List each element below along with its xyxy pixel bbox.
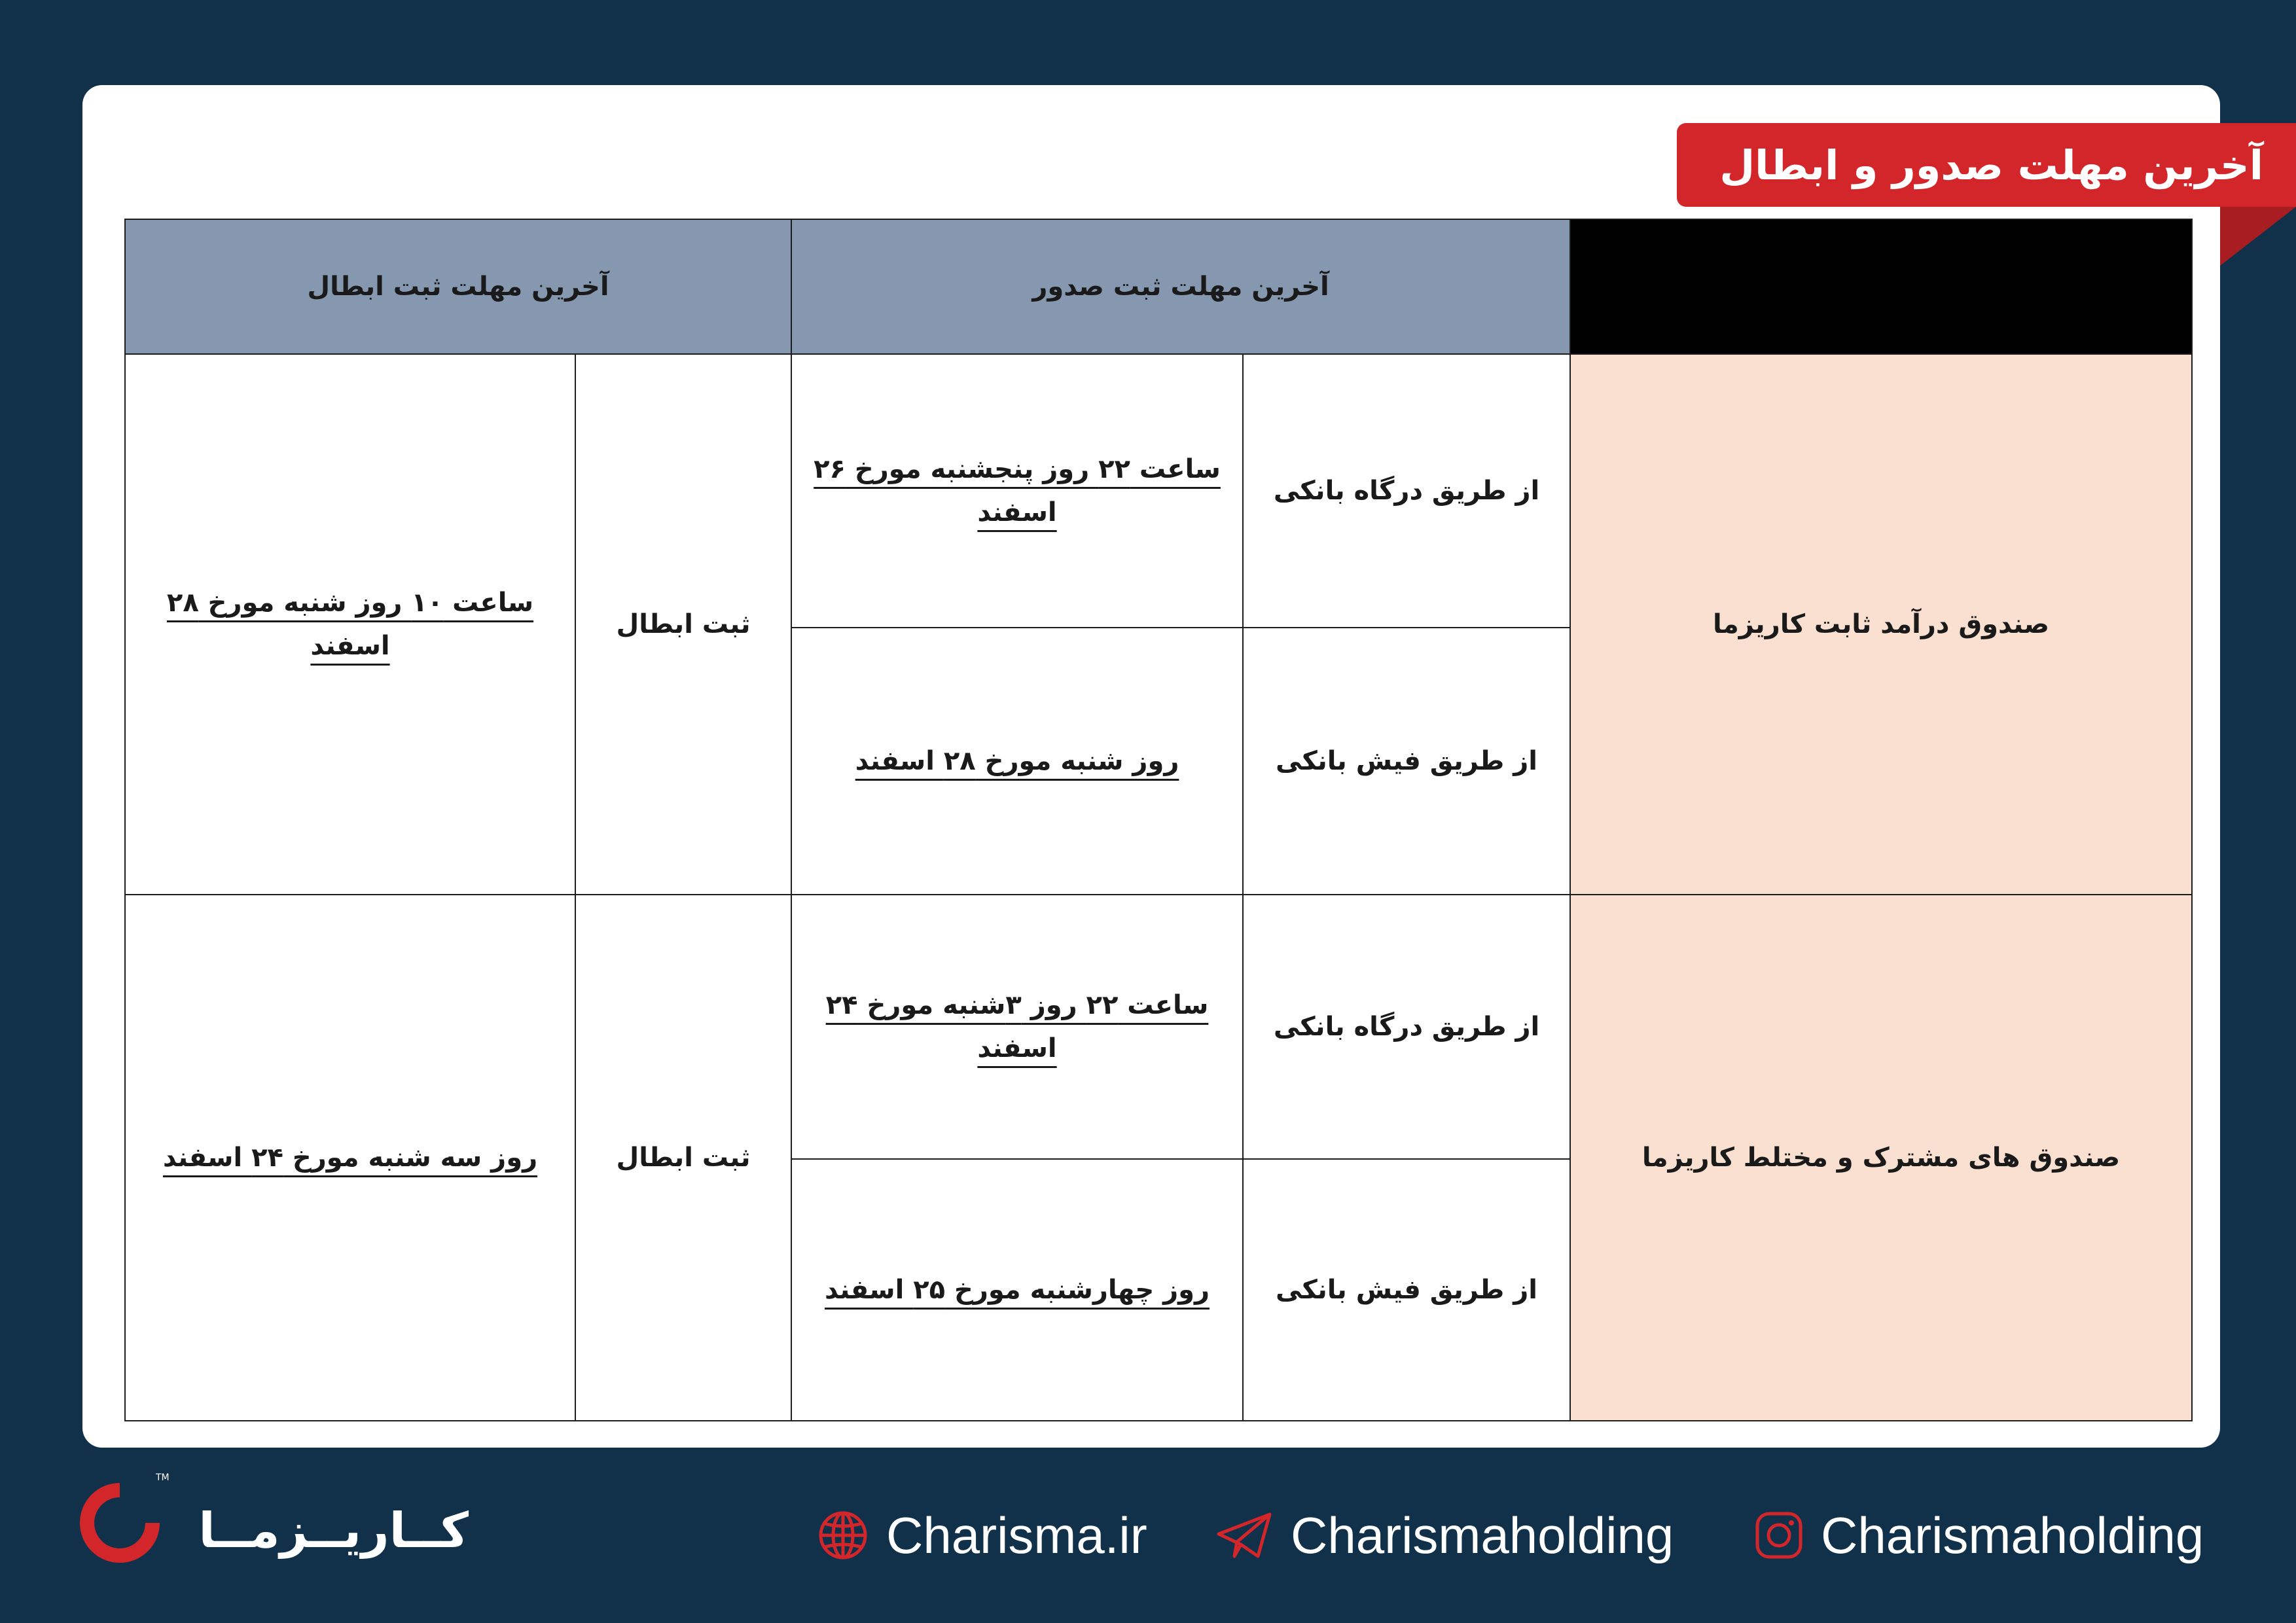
fund-name-cell: صندوق درآمد ثابت کاریزما <box>1570 354 2192 895</box>
banner-fold <box>2220 207 2296 266</box>
website-text: Charisma.ir <box>886 1506 1147 1564</box>
table-header-row <box>125 219 2192 354</box>
title-banner <box>1677 123 2296 207</box>
cancel-deadline-text: ساعت ۱۰ روز شنبه مورخ ۲۸ اسفند <box>166 588 534 661</box>
cancel-deadline-cell <box>125 354 575 895</box>
deadline-table <box>124 219 2193 1421</box>
method-cell: از طریق درگاه بانکی <box>1243 895 1570 1159</box>
instagram-link[interactable] <box>1754 1503 2204 1568</box>
cancel-label-cell: ثبت ابطال <box>575 895 791 1421</box>
logo-wordmark: کــاریــزمــا <box>198 1503 469 1559</box>
issue-deadline-cell <box>791 1159 1243 1421</box>
trademark: TM <box>156 1472 170 1483</box>
instagram-text: Charismaholding <box>1821 1506 2204 1564</box>
header-corner-cell <box>1570 219 2192 354</box>
telegram-link[interactable] <box>1215 1503 1674 1568</box>
cancel-label-cell: ثبت ابطال <box>575 354 791 895</box>
globe-icon <box>817 1509 869 1561</box>
charisma-logo-icon <box>77 1480 162 1565</box>
method-cell: از طریق فیش بانکی <box>1243 628 1570 895</box>
cancel-deadline-cell <box>125 895 575 1421</box>
issue-deadline-cell <box>791 354 1243 628</box>
telegram-text: Charismaholding <box>1291 1506 1674 1564</box>
issue-deadline-text: ساعت ۲۲ روز پنجشنبه مورخ ۲۶ اسفند <box>814 454 1221 527</box>
method-cell: از طریق فیش بانکی <box>1243 1159 1570 1421</box>
table-row <box>125 895 2192 1159</box>
header-cancel: آخرین مهلت ثبت ابطال <box>125 219 791 354</box>
method-cell: از طریق درگاه بانکی <box>1243 354 1570 628</box>
fund-name-cell: صندوق های مشترک و مختلط کاریزما <box>1570 895 2192 1421</box>
website-link[interactable] <box>817 1503 1147 1568</box>
header-issue: آخرین مهلت ثبت صدور <box>791 219 1570 354</box>
issue-deadline-cell <box>791 895 1243 1159</box>
issue-deadline-text: ساعت ۲۲ روز ۳شنبه مورخ ۲۴ اسفند <box>825 990 1209 1063</box>
cancel-deadline-text: روز سه شنبه مورخ ۲۴ اسفند <box>162 1143 538 1173</box>
table-row <box>125 354 2192 628</box>
issue-deadline-cell <box>791 628 1243 895</box>
issue-deadline-text: روز چهارشنبه مورخ ۲۵ اسفند <box>825 1275 1210 1305</box>
banner-title: آخرین مهلت صدور و ابطال <box>1719 141 2263 189</box>
telegram-icon <box>1215 1509 1274 1561</box>
issue-deadline-text: روز شنبه مورخ ۲۸ اسفند <box>855 746 1179 776</box>
instagram-icon <box>1754 1510 1804 1560</box>
